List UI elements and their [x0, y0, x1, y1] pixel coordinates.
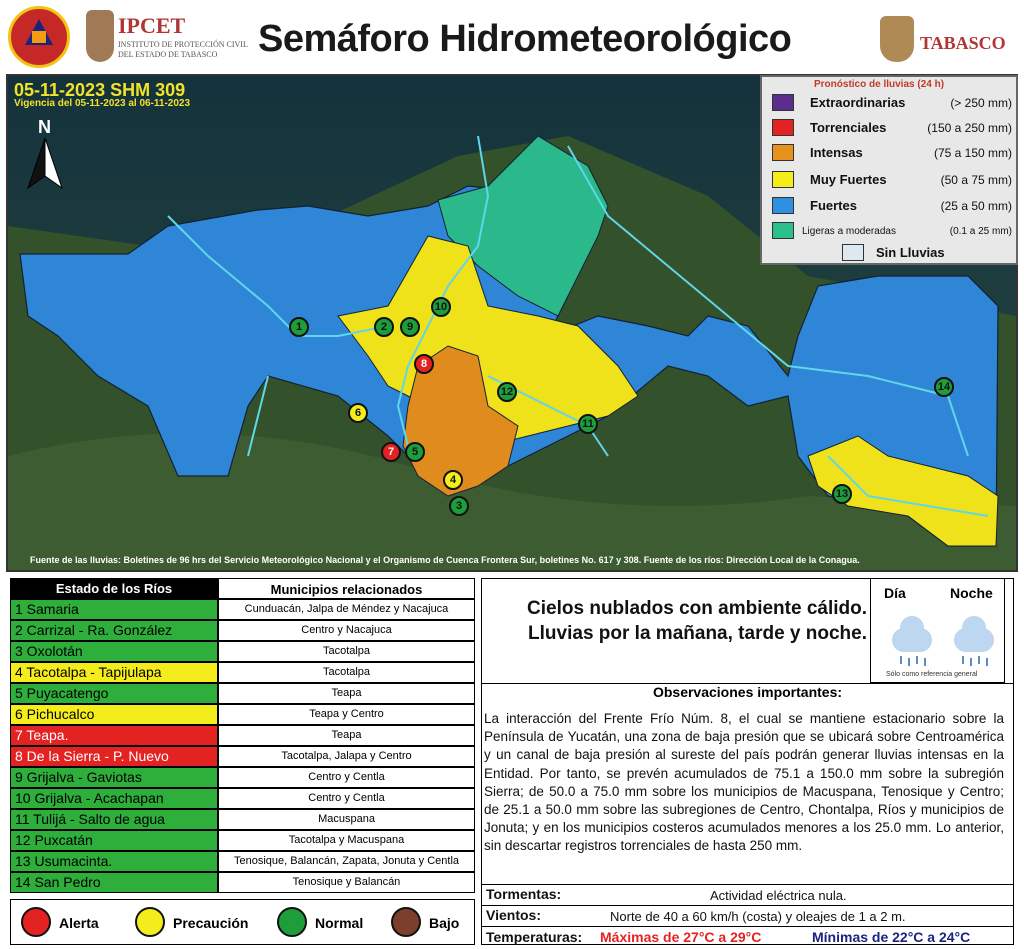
river-marker-10[interactable]: 10: [431, 297, 451, 317]
north-arrow-icon: [26, 138, 64, 190]
legend-swatch: [772, 94, 794, 111]
state-name: TABASCO: [920, 33, 1006, 53]
civil-protection-seal-icon: [8, 6, 70, 68]
col-status: Estado de los Ríos: [10, 578, 218, 599]
temp-min: Mínimas de 22°C a 24°C: [812, 929, 971, 945]
table-row: 11 Tulijá - Salto de agua Macuspana: [10, 809, 475, 830]
org-name: IPCET: [118, 13, 186, 38]
observations-text: La interacción del Frente Frío Núm. 8, el cual se mantiene estacionario sobre la Península de Yucatán, una zona de baja presión que se ubicará sobre Centroamérica y un canal de baja presión al sureste del país podrán generar lluvias intensas en la Entidad. Por tanto, se prevén acumulados de 75.1 a 150.0 mm sobre la subregión Sierra; de 50.0 a 75.0 mm sobre los municipios de Macuspana, Tenosique y Centro; de 25.1 a 50.0 mm sobre las subregiones de Centro, Chontalpa, Ríos y municipios de Jonuta; y en los municipios costeros acumulados menores a los 25.0 mm. Lo anterior, sin descartar registros torrenciales de hasta 250 mm.: [484, 711, 1004, 854]
table-row: 12 Puxcatán Tacotalpa y Macuspana: [10, 830, 475, 851]
table-row: 7 Teapa. Teapa: [10, 725, 475, 746]
legend-swatch: [772, 197, 794, 214]
table-row: 8 De la Sierra - P. Nuevo Tacotalpa, Jalapa y Centro: [10, 746, 475, 767]
map-source: Fuente de las lluvias: Boletines de 96 hrs del Servicio Meteorológico Nacional y el Organismo de Cuenca Frontera Sur, boletines No. 617 y 308. Fuente de los ríos: Dirección Local de la Conagua.: [30, 555, 860, 565]
storms-value: Actividad eléctrica nula.: [710, 888, 847, 903]
river-marker-11[interactable]: 11: [578, 414, 598, 434]
table-row: 2 Carrizal - Ra. González Centro y Nacajuca: [10, 620, 475, 641]
table-row: 6 Pichucalco Teapa y Centro: [10, 704, 475, 725]
river-marker-2[interactable]: 2: [374, 317, 394, 337]
river-marker-5[interactable]: 5: [405, 442, 425, 462]
legend-item-muy-fuertes: Muy Fuertes (50 a 75 mm): [772, 171, 1016, 189]
storms-label: Tormentas:: [486, 886, 562, 902]
legend-swatch: [772, 144, 794, 161]
river-marker-3[interactable]: 3: [449, 496, 469, 516]
status-legend: Alerta Precaución Normal Bajo: [10, 899, 475, 945]
table-row: 13 Usumacinta. Tenosique, Balancán, Zapata, Jonuta y Centla: [10, 851, 475, 872]
observations-title: Observaciones importantes:: [481, 683, 1014, 701]
legend-swatch: [772, 222, 794, 239]
temps-label: Temperaturas:: [486, 929, 583, 945]
north-label: N: [38, 117, 51, 137]
legend-item-ligeras: Ligeras a moderadas (0.1 a 25 mm): [772, 222, 1016, 240]
river-marker-1[interactable]: 1: [289, 317, 309, 337]
river-marker-7[interactable]: 7: [381, 442, 401, 462]
page-title: Semáforo Hidrometeorológico: [258, 18, 792, 60]
low-dot-icon: [391, 907, 421, 937]
river-marker-8[interactable]: 8: [414, 354, 434, 374]
rivers-table-header: [10, 578, 475, 599]
table-row: 14 San Pedro Tenosique y Balancán: [10, 872, 475, 893]
table-row: 3 Oxolotán Tacotalpa: [10, 641, 475, 662]
legend-item-extraordinarias: Extraordinarias (> 250 mm): [772, 94, 1016, 112]
legend-swatch: [772, 171, 794, 188]
legend-item-sin-lluvias: Sin Lluvias: [772, 244, 1016, 262]
normal-dot-icon: [277, 907, 307, 937]
forecast-summary: Cielos nublados con ambiente cálido. Lluvias por la mañana, tarde y noche.: [527, 598, 867, 644]
river-marker-12[interactable]: 12: [497, 382, 517, 402]
river-marker-4[interactable]: 4: [443, 470, 463, 490]
legend-item-torrenciales: Torrenciales (150 a 250 mm): [772, 119, 1016, 137]
rain-cloud-icon: [948, 618, 1008, 668]
temp-max: Máximas de 27°C a 29°C: [600, 929, 762, 945]
tabasco-shield-icon: [880, 16, 914, 62]
reference-note: Sólo como referencia general: [886, 671, 978, 678]
rain-legend: [760, 75, 1018, 265]
winds-value: Norte de 40 a 60 km/h (costa) y oleajes de 1 a 2 m.: [610, 909, 906, 924]
legend-swatch: [772, 119, 794, 136]
table-row: 5 Puyacatengo Teapa: [10, 683, 475, 704]
table-row: 4 Tacotalpa - Tapijulapa Tacotalpa: [10, 662, 475, 683]
ipcet-shield-icon: [86, 10, 114, 62]
legend-swatch: [842, 244, 864, 261]
legend-item-intensas: Intensas (75 a 150 mm): [772, 144, 1016, 162]
caution-dot-icon: [135, 907, 165, 937]
bulletin-id: 05-11-2023 SHM 309: [14, 80, 186, 100]
table-row: 9 Grijalva - Gaviotas Centro y Centla: [10, 767, 475, 788]
validity-dates: Vigencia del 05-11-2023 al 06-11-2023: [14, 98, 191, 109]
legend-item-fuertes: Fuertes (25 a 50 mm): [772, 197, 1016, 215]
river-marker-13[interactable]: 13: [832, 484, 852, 504]
alert-dot-icon: [21, 907, 51, 937]
night-label: Noche: [950, 585, 993, 601]
day-label: Día: [884, 585, 906, 601]
rain-cloud-icon: [886, 618, 946, 668]
table-row: 1 Samaria Cunduacán, Jalpa de Méndez y Nacajuca: [10, 599, 475, 620]
col-municipios: Municipios relacionados: [218, 578, 475, 599]
table-row: 10 Grijalva - Acachapan Centro y Centla: [10, 788, 475, 809]
river-marker-9[interactable]: 9: [400, 317, 420, 337]
legend-title: Pronóstico de lluvias (24 h): [814, 79, 945, 90]
winds-label: Vientos:: [486, 907, 541, 923]
river-marker-6[interactable]: 6: [348, 403, 368, 423]
river-marker-14[interactable]: 14: [934, 377, 954, 397]
org-subtitle: INSTITUTO DE PROTECCIÓN CIVIL DEL ESTADO DE TABASCO: [118, 40, 248, 59]
